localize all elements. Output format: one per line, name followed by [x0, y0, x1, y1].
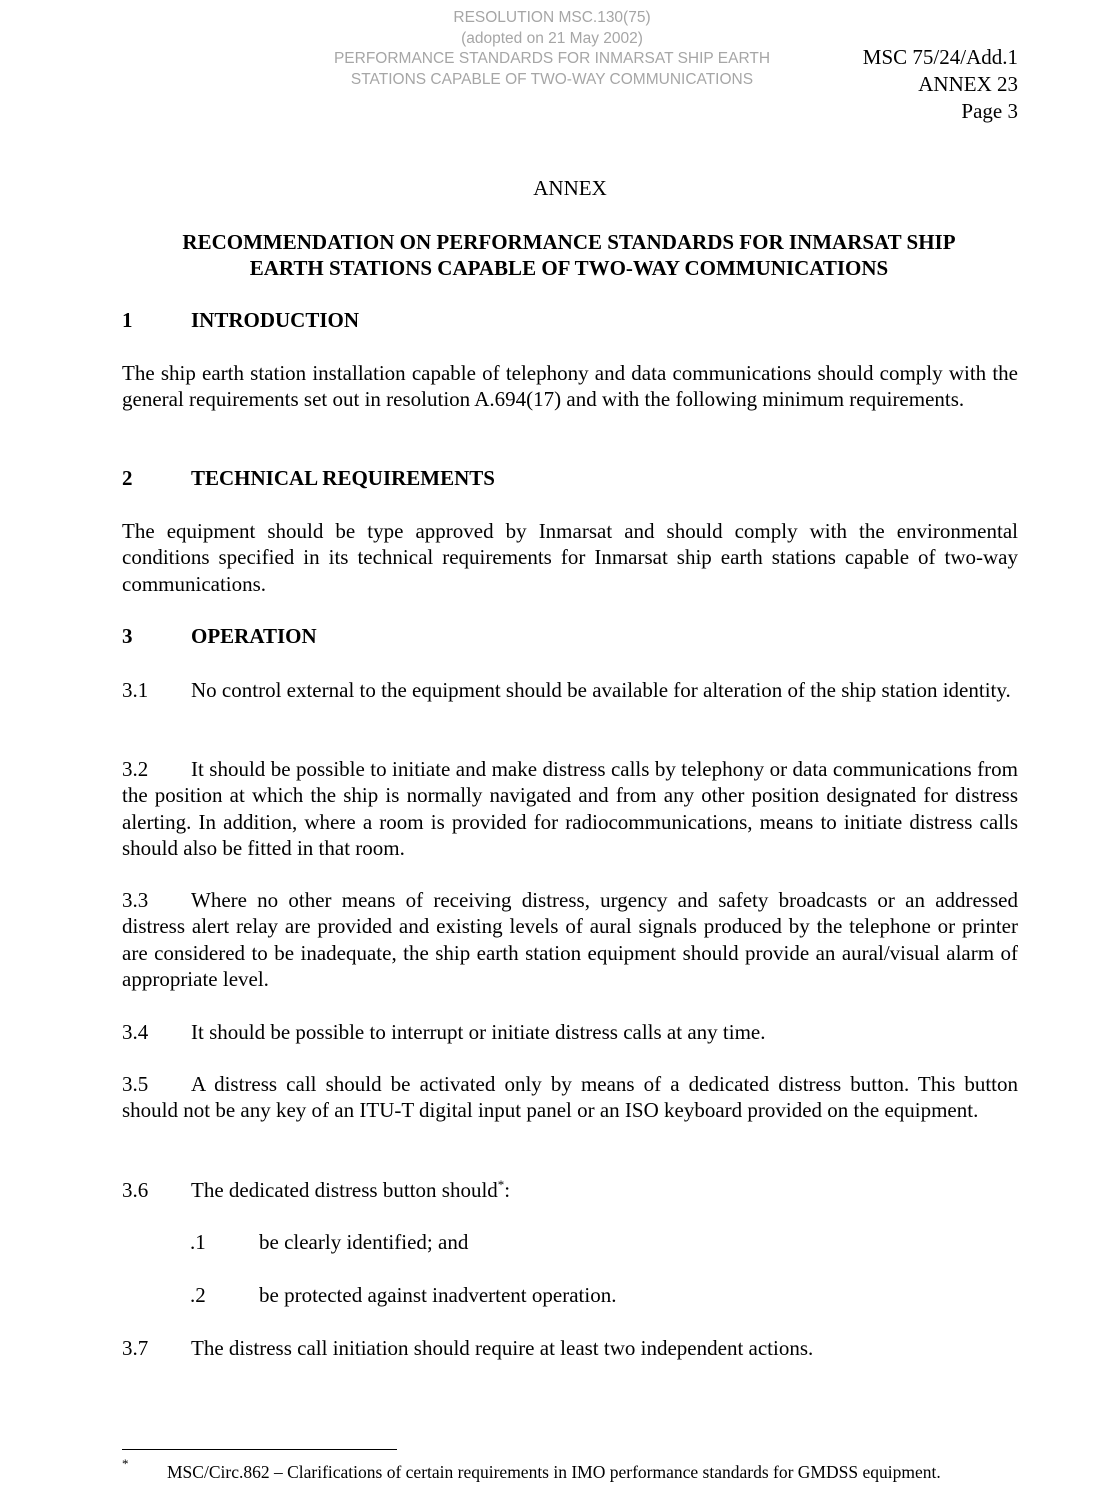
section-number: 2 — [122, 466, 133, 490]
annex-reference: ANNEX 23 — [918, 72, 1018, 96]
title-line: RECOMMENDATION ON PERFORMANCE STANDARDS FOR INMARSAT SHIP — [182, 230, 956, 254]
page-header — [863, 44, 1018, 125]
footnote-mark: * — [122, 1456, 129, 1471]
sub-item-number: .1 — [190, 1230, 206, 1254]
section-number: 1 — [122, 308, 133, 332]
section-title: INTRODUCTION — [191, 308, 360, 332]
paragraph-text-tail: : — [504, 1178, 511, 1202]
section-heading-introduction — [122, 308, 359, 333]
paragraph-3-4 — [122, 1019, 1018, 1045]
watermark-header — [302, 8, 802, 90]
page-number: Page 3 — [961, 99, 1018, 123]
paragraph-3-6 — [122, 1177, 1018, 1203]
section-heading-operation — [122, 624, 317, 649]
paragraph-3-1 — [122, 677, 1018, 703]
paragraph-text: No control external to the equipment should be available for alteration of the ship station identity. — [191, 678, 1011, 702]
paragraph-technical: The equipment should be type approved by Inmarsat and should comply with the environmental conditions specified in its technical requirements for Inmarsat ship earth stations capable of two-way communications. — [122, 519, 1018, 596]
paragraph-number: 3.5 — [122, 1072, 149, 1096]
watermark-line: STATIONS CAPABLE OF TWO-WAY COMMUNICATIONS — [350, 70, 754, 88]
footnote-reference[interactable]: * — [497, 1177, 505, 1192]
sub-item-text: be clearly identified; and — [259, 1230, 469, 1254]
sub-item-text: be protected against inadvertent operation. — [259, 1283, 617, 1307]
sub-item-1 — [190, 1230, 468, 1255]
paragraph-number: 3.6 — [122, 1178, 149, 1202]
footnote-text: MSC/Circ.862 – Clarifications of certain requirements in IMO performance standards for GMDSS equipment. — [167, 1462, 941, 1482]
paragraph-number: 3.7 — [122, 1336, 149, 1360]
paragraph-number: 3.1 — [122, 678, 149, 702]
sub-item-number: .2 — [190, 1283, 206, 1307]
sub-item-2 — [190, 1283, 616, 1308]
document-title — [120, 229, 1018, 281]
paragraph-text: The distress call initiation should require at least two independent actions. — [191, 1336, 814, 1360]
watermark-line: (adopted on 21 May 2002) — [461, 29, 643, 47]
watermark-line: PERFORMANCE STANDARDS FOR INMARSAT SHIP EARTH — [333, 50, 771, 67]
paragraph-number: 3.2 — [122, 757, 149, 781]
doc-reference: MSC 75/24/Add.1 — [862, 45, 1018, 69]
section-title: OPERATION — [191, 624, 317, 648]
paragraph-3-5 — [122, 1071, 1018, 1124]
paragraph-3-3 — [122, 887, 1018, 992]
paragraph-text: The dedicated distress button should — [191, 1178, 498, 1202]
paragraph-text: A distress call should be activated only by means of a dedicated distress button. This button should not be any key of an ITU-T digital input panel or an ISO keyboard provided on the equipment. — [122, 1072, 1018, 1123]
section-number: 3 — [122, 624, 133, 648]
paragraph-text: Where no other means of receiving distress, urgency and safety broadcasts or an addressed distress alert relay are provided and existing levels of aural signals produced by the telephone or printer are considered to be inadequate, the ship earth station equipment should provide an aural/visual alarm of appropriate level. — [122, 888, 1018, 991]
paragraph-introduction: The ship earth station installation capable of telephony and data communications should comply with the general requirements set out in resolution A.694(17) and with the following minimum requirements. — [122, 361, 1018, 412]
section-title: TECHNICAL REQUIREMENTS — [191, 466, 495, 490]
section-heading-technical — [122, 466, 495, 491]
watermark-line: RESOLUTION MSC.130(75) — [453, 9, 651, 26]
title-line: EARTH STATIONS CAPABLE OF TWO-WAY COMMUNICATIONS — [249, 256, 889, 280]
paragraph-number: 3.4 — [122, 1020, 149, 1044]
paragraph-text: It should be possible to initiate and make distress calls by telephony or data communications from the position at which the ship is normally navigated and from any other position designated for distress alerting. In addition, where a room is provided for radiocommunications, means to initiate distress calls should also be fitted in that room. — [122, 757, 1018, 860]
paragraph-3-7 — [122, 1335, 1018, 1361]
paragraph-3-2 — [122, 756, 1018, 861]
paragraph-number: 3.3 — [122, 888, 149, 912]
paragraph-text: It should be possible to interrupt or initiate distress calls at any time. — [191, 1020, 766, 1044]
annex-label: ANNEX — [533, 176, 607, 200]
footnote-divider — [122, 1449, 397, 1450]
